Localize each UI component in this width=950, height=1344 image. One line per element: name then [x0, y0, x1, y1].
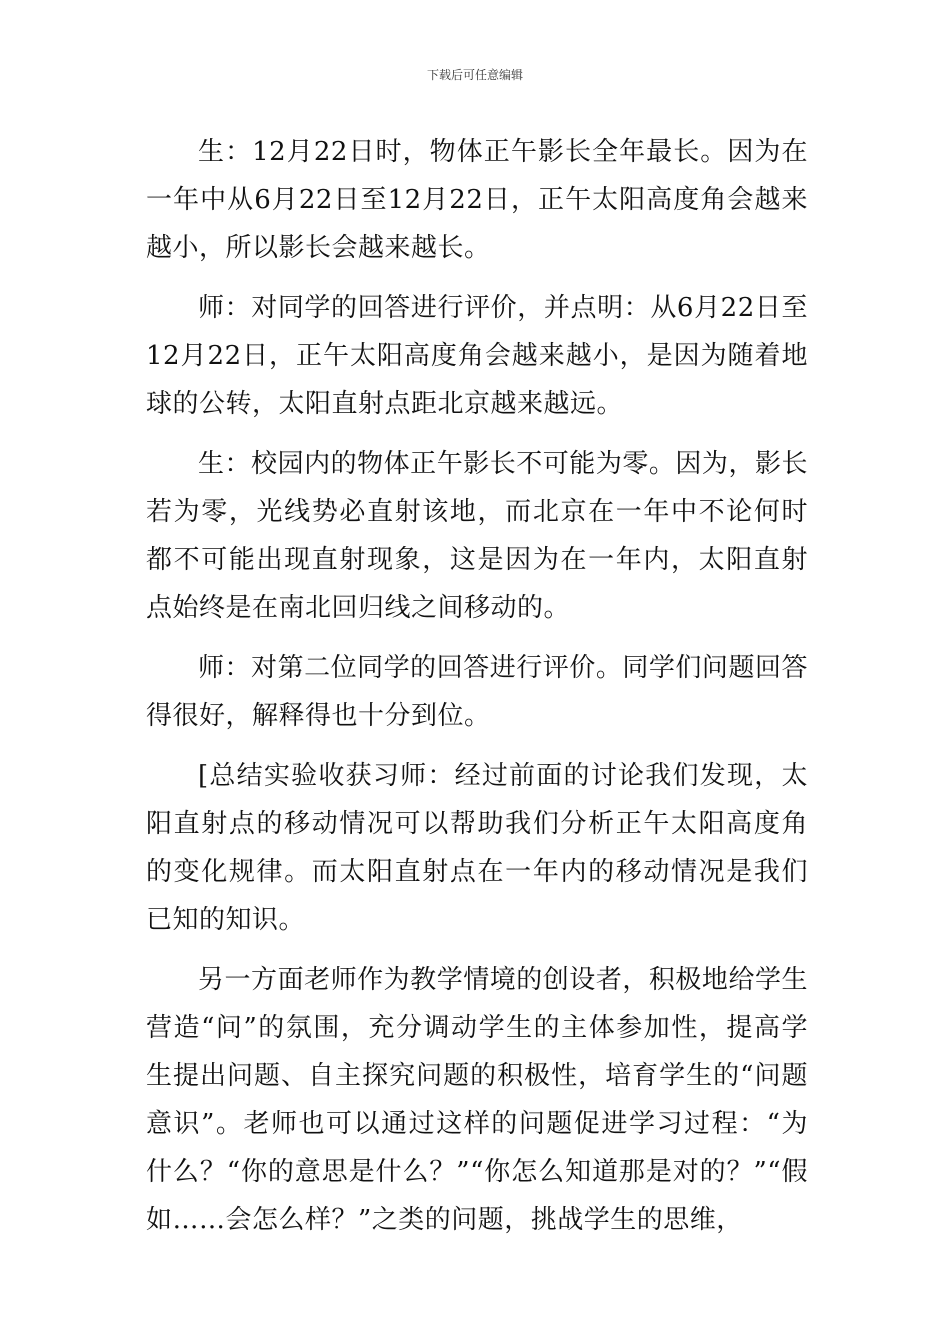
paragraph-teacher-comment-2: 师：对第二位同学的回答进行评价。同学们问题回答得很好，解释得也十分到位。	[146, 653, 808, 731]
paragraph-student-answer-1: 生：12月22日时，物体正午影长全年最长。因为在一年中从6月22日至12月22日，正午太阳高度角会越来越小，所以影长会越来越长。	[146, 137, 808, 263]
paragraph-teaching-strategy: 另一方面老师作为教学情境的创设者，积极地给学生营造“问”的氛围，充分调动学生的主体参加性，提高学生提出问题、自主探究问题的积极性，培育学生的“问题意识”。老师也可以通过这样的问题促进学习过程：“为什么？“你的意思是什么？”“你怎么知道那是对的？”“假如……会怎么样？”之类的问题，挑战学生的思维，	[146, 965, 808, 1235]
paragraph-teacher-comment-1: 师：对同学的回答进行评价，并点明：从6月22日至12月22日，正午太阳高度角会越来越小，是因为随着地球的公转，太阳直射点距北京越来越远。	[146, 293, 808, 419]
page-header: 下载后可任意编辑	[426, 68, 523, 82]
paragraph-student-answer-2: 生：校园内的物体正午影长不可能为零。因为，影长若为零，光线势必直射该地，而北京在一年中不论何时都不可能出现直射现象，这是因为在一年内，太阳直射点始终是在南北回归线之间移动的。	[146, 449, 808, 623]
document-body	[146, 128, 808, 1256]
paragraph-summary: [总结实验收获习师：经过前面的讨论我们发现，太阳直射点的移动情况可以帮助我们分析正午太阳高度角的变化规律。而太阳直射点在一年内的移动情况是我们已知的知识。	[146, 761, 808, 935]
